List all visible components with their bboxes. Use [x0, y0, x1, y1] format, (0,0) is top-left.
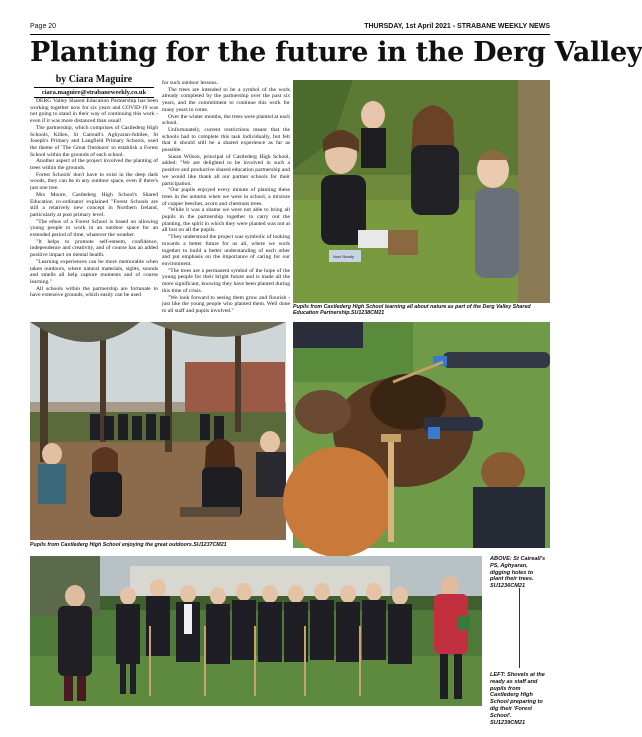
paragraph: "We look forward to seeing them grow and flourish - just like the young people who planted them. Well done to all staff and pupils involved.": [162, 294, 290, 314]
sign-text: Nuni Ready: [333, 254, 354, 259]
article-column-2: [162, 80, 290, 315]
photo-pupils-learning-nature: [293, 80, 550, 303]
photo-pupils-outdoors: [30, 322, 286, 540]
paragraph: All schools within the partnership are fortunate to have extensive grounds, which easily can be used: [30, 285, 158, 299]
byline-author: by Ciara Maguire: [55, 74, 133, 85]
caption-top-right: Pupils from Castlederg High School learning all about nature as part of the Derg Valley Shared Education Partnership.SU1238CM21: [293, 304, 531, 317]
caption-divider: [519, 588, 520, 668]
paragraph: "It helps to promote self-esteem, confidence, independence and creativity, and of course has an added positive impact on mental health.: [30, 238, 158, 259]
photo-shovels-ready: [30, 556, 482, 706]
caption-above: ABOVE: St Caireall's PS, Aghyaran, digging holes to plant their trees. SU1236CM21: [490, 556, 546, 590]
paragraph: "The trees are a permanent symbol of the hope of the young people for their bright future and is made all the more significant, knowing they have been planted during this time of crisis.: [162, 267, 290, 294]
paragraph: Mrs Moore, Castlederg High School's Shared Education co-ordinator explained "Forest Schools are still a relatively new concept in Northern Ireland, particularly at post primary level.: [30, 191, 158, 218]
caption-left: LEFT: Shovels at the ready as staff and pupils from Castlederg High School preparing to dig their 'Forest School'. SU1239CM21: [490, 672, 545, 726]
paragraph: Another aspect of the project involved the planting of trees within the grounds.: [30, 158, 158, 172]
caption-middle-left: Pupils from Castlederg High School enjoying the great outdoors.SU1237CM21: [30, 542, 227, 548]
paragraph: "They understood the project was symbolic of looking towards a better future for us all, where we work together to build a better understanding of each other and put emphasis on the importance of caring for our environment.: [162, 234, 290, 267]
paragraph: "While it was a shame we were not able to bring all pupils in the partnership together to carry out the planting, the spirit in which they were planted was not at all lost on all the pupils.: [162, 207, 290, 234]
paragraph: Susan Wilson, principal of Castlederg High School, added: "We are delighted to be involved in such a positive and productive shared education partnership and we would like thank all our partner schools for their participation.: [162, 153, 290, 187]
paragraph: The trees are intended to be a symbol of the work already completed by the partnership over the past six years, and the commitment to continue this work for many years to come.: [162, 86, 290, 113]
paragraph: for such outdoor lessons.: [162, 80, 218, 86]
paragraph: "Learning experiences can be more memorable when taken outdoors, where natural materials, sights, sounds and smells all help capture moments and of course learning.": [30, 258, 158, 285]
paragraph: Forest Schools' don't have to exist in the deep dark woods, they can be in any outdoor space, even if there's just one tree.: [30, 171, 158, 192]
paragraph: Unfortunately, current restrictions meant that the schools had to complete this task individually, but felt that it should still be a shared experience as far as possible.: [162, 126, 290, 154]
article-column-1: [30, 98, 158, 299]
page-number: Page 20: [30, 23, 57, 30]
paragraph: DERG Valley Shared Education Partnership has been working together now for six years and COVID-19 was not going to stand in their way of continuing this work - even if it was more distanced than usual!: [30, 98, 158, 125]
byline: [30, 74, 158, 98]
paragraph: "The ethos of a Forest School is based on allowing young people to work in an outdoor space for an extended period of time, whatever the weather.: [30, 218, 158, 239]
headline: Planting for the future in the Derg Valley: [30, 37, 642, 68]
header-rule: [30, 34, 550, 35]
page-header: [30, 22, 550, 34]
dateline: THURSDAY, 1st April 2021 - STRABANE WEEKLY NEWS: [364, 23, 550, 30]
photo-digging-holes: [293, 322, 550, 548]
paragraph: "Our pupils enjoyed every minute of planting these trees in the autumn when we were in school, a mixture of copper beeches, acorn and chestnuts trees.: [162, 187, 290, 207]
byline-email: ciara.maguire@strabaneweekly.co.uk: [34, 87, 154, 98]
paragraph: Over the winter months, the trees were planted at each school.: [162, 113, 290, 127]
paragraph: The partnership, which comprises of Castlederg High Schools, Killen, St Caireall's Aghyaran-Jubilee, St Joseph's Primary and Langfield Primary Schools, used the theme of 'The Great Outdoors' to establish a Forest School within the grounds of each school.: [30, 124, 158, 158]
